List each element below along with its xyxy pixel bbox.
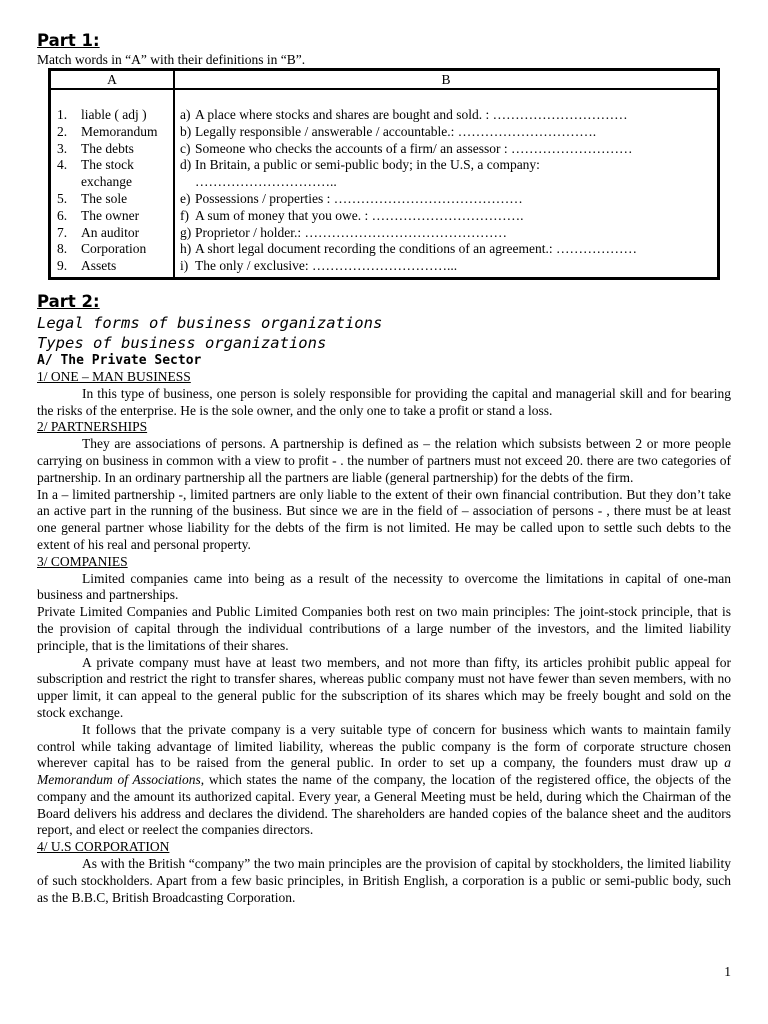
paragraph xyxy=(37,722,731,840)
word-text: Corporation xyxy=(81,241,147,257)
word-item xyxy=(57,141,173,158)
word-item xyxy=(57,124,173,141)
word-number: 5. xyxy=(57,190,68,206)
paragraph: As with the British “company” the two main principles are the provision of capital by stockholders, the limited liability of such stockholders. Apart from a few basic principles, in British English, a corporation is a public or semi-public body, such as the B.B.C, British Broadcasting Corporation. xyxy=(37,856,731,905)
definition-item xyxy=(180,107,717,124)
paragraph: In a – limited partnership -, limited partners are only liable to the extent of their own financial contribution. But they don’t take an active part in the running of the business. But since we are in the field of – association of persons - , there must be at least one general partner whose liability for the debts of the firm is not limited. He may be called upon to settle such debts to the extent of his real and personal property. xyxy=(37,486,731,552)
definition-letter: d) xyxy=(180,157,192,173)
text-span: , which states the name of the company, the location of the registered office, the objects of the company and the amount its authorized capital. Every year, a General Meeting must be held, during which the Chairman of the Board delivers his address and declares the dividend. The shareholders are handed copies of the balance sheet and the auditors report, and elect or reelect the companies directors. xyxy=(37,772,731,838)
word-text: The owner xyxy=(81,207,140,223)
word-number: 4. xyxy=(57,157,68,173)
word-number: 3. xyxy=(57,140,68,156)
part2-section xyxy=(37,291,731,907)
document-page xyxy=(37,30,731,906)
paragraph: Private Limited Companies and Public Limited Companies both rest on two main principles: The joint-stock principle, that is the provision of capital through the individual contributions of a large number of the investors, and the limited liability principle, that is the limitations of their shares. xyxy=(37,604,731,653)
definition-column xyxy=(174,89,719,278)
definition-letter: a) xyxy=(180,107,191,122)
definition-letter: g) xyxy=(180,224,192,240)
word-text: Assets xyxy=(81,258,117,274)
definition-item xyxy=(180,191,717,208)
text-span: It follows that the private company is a very suitable type of concern for business which wants to maintain family control while taking advantage of limited liability, whereas the public company is the form of corporate structure chosen wherever capital has to be raised from the general public. In order to set up a company, the founders must draw up xyxy=(37,721,731,771)
definition-item xyxy=(180,208,717,225)
definition-item xyxy=(180,124,717,141)
definition-item xyxy=(180,225,717,242)
subheading-partnerships: 2/ PARTNERSHIPS xyxy=(37,419,148,435)
part1-instruction: Match words in “A” with their definitions in “B”. xyxy=(37,52,306,67)
definition-item xyxy=(180,258,717,275)
definition-text: A sum of money that you owe. : ……………………………. xyxy=(195,207,524,223)
word-list xyxy=(51,90,173,277)
word-number: 8. xyxy=(57,241,68,257)
definition-letter: e) xyxy=(180,190,191,206)
title-types: Types of business organizations xyxy=(37,333,327,352)
definition-text: A place where stocks and shares are bought and sold. : ………………………… xyxy=(195,107,628,122)
word-number: 7. xyxy=(57,224,68,240)
definition-text: A short legal document recording the conditions of an agreement.: ……………… xyxy=(195,241,638,257)
definition-letter: c) xyxy=(180,140,191,156)
word-item xyxy=(57,258,173,275)
definition-text: In Britain, a public or semi-public body; in the U.S, a company: xyxy=(195,157,540,173)
paragraph: They are associations of persons. A partnership is defined as – the relation which subsists between 2 or more people carrying on business in common with a view to profit - . the number of partners must not exceed 20. there are two categories of partnership. In an ordinary partnership all the partners are liable (general partnership) for the debts of the firm. xyxy=(37,436,731,485)
word-item xyxy=(57,174,173,191)
italic-term: a Memorandum of Associations xyxy=(37,755,731,788)
part2-heading: Part 2: xyxy=(37,291,100,311)
paragraph: In this type of business, one person is solely responsible for providing the capital and managerial skill and for bearing the risks of the enterprise. He is the sole owner, and the only one to take a profit or stand a loss. xyxy=(37,385,731,418)
word-text: The debts xyxy=(81,140,134,156)
word-text: An auditor xyxy=(81,224,140,240)
column-b-header: B xyxy=(174,70,719,90)
word-text: Memorandum xyxy=(81,123,158,139)
title-legal-forms: Legal forms of business organizations xyxy=(37,313,383,332)
definition-item xyxy=(180,241,717,258)
paragraph: A private company must have at least two members, and not more than fifty, its articles prohibit public appeal for subscription and restrict the right to transfer shares, whereas public company must not have fewer than seven members, with no upper limit, it can appeal to the general public for the subscription of its shares which may be freely bought and sold on the stock exchange. xyxy=(37,654,731,720)
word-item xyxy=(57,208,173,225)
definition-item xyxy=(180,157,717,174)
word-number: 9. xyxy=(57,258,68,274)
subheading-one-man: 1/ ONE – MAN BUSINESS xyxy=(37,368,191,384)
definition-text: The only / exclusive: …………………………... xyxy=(195,258,458,274)
subheading-us-corporation: 4/ U.S CORPORATION xyxy=(37,839,170,855)
column-a-header: A xyxy=(50,70,175,90)
definition-letter: b) xyxy=(180,123,192,139)
definition-letter: h) xyxy=(180,241,192,257)
word-text: The sole xyxy=(81,190,128,206)
word-number: 6. xyxy=(57,207,68,223)
word-item xyxy=(57,225,173,242)
definition-text: Someone who checks the accounts of a firm/ an assessor : ……………………… xyxy=(195,140,633,156)
word-item xyxy=(57,241,173,258)
word-number: 2. xyxy=(57,123,68,139)
word-item xyxy=(57,191,173,208)
matching-table xyxy=(48,68,720,280)
definition-item xyxy=(180,174,717,191)
definition-text: Possessions / properties : …………………………………… xyxy=(195,190,523,206)
definition-text: Legally responsible / answerable / accountable.: …………………………. xyxy=(195,123,597,139)
word-item xyxy=(57,107,173,124)
definition-text: Proprietor / holder.: ……………………………………… xyxy=(195,224,507,240)
definition-text: ………………………….. xyxy=(195,174,337,190)
word-text: liable ( adj ) xyxy=(81,107,147,122)
definition-letter: i) xyxy=(180,258,189,274)
definition-list xyxy=(175,90,717,277)
subheading-companies: 3/ COMPANIES xyxy=(37,553,128,569)
part1-heading: Part 1: xyxy=(37,31,100,50)
definition-item xyxy=(180,141,717,158)
word-item xyxy=(57,157,173,174)
section-private-sector: A/ The Private Sector xyxy=(37,352,202,368)
page-number: 1 xyxy=(724,964,731,979)
word-text: exchange xyxy=(81,174,132,190)
definition-letter: f) xyxy=(180,207,189,223)
word-text: The stock xyxy=(81,157,134,173)
word-column xyxy=(50,89,175,278)
paragraph: Limited companies came into being as a result of the necessity to overcome the limitations in capital of one-man business and partnerships. xyxy=(37,570,731,603)
word-number xyxy=(57,174,81,191)
word-number: 1. xyxy=(57,107,68,122)
